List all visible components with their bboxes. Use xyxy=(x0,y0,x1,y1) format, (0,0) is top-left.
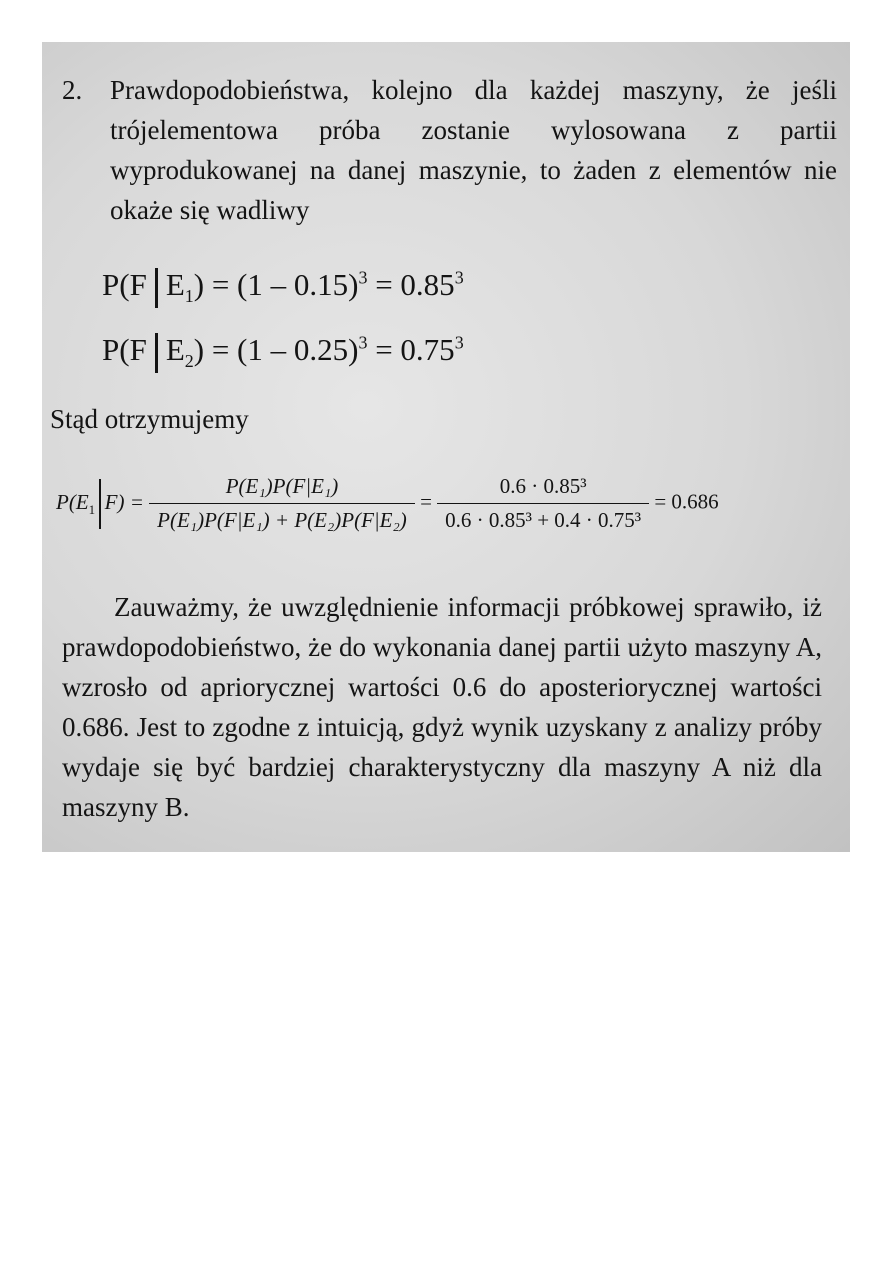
eq2-exp2: 3 xyxy=(454,332,464,353)
equation-2 xyxy=(102,332,464,373)
problem-number: 2. xyxy=(62,75,83,105)
bayes-numerator-symbolic: P(E₁)P(F|E₁) xyxy=(149,474,415,504)
eq1-event: E xyxy=(165,267,185,302)
eq1-sub: 1 xyxy=(184,286,194,307)
bayes-formula xyxy=(56,474,719,533)
eq1-exp1: 3 xyxy=(358,267,368,288)
hence-label: Stąd otrzymujemy xyxy=(50,404,249,434)
eq1-middle: ) = (1 – 0.15) xyxy=(193,267,359,302)
eq2-middle: ) = (1 – 0.25) xyxy=(193,332,359,367)
eq2-sub: 2 xyxy=(184,351,194,372)
eq2-lhs: P(F xyxy=(102,332,147,367)
bayes-denominator-numeric: 0.6 · 0.85³ + 0.4 · 0.75³ xyxy=(445,508,642,532)
bayes-equals: = xyxy=(420,489,432,514)
eq2-exp1: 3 xyxy=(358,332,368,353)
bayes-denominator-symbolic: P(E₁)P(F|E₁) + P(E₂)P(F|E₂) xyxy=(157,508,407,532)
eq1-rhs: = 0.85 xyxy=(367,267,455,302)
eq1-exp2: 3 xyxy=(454,267,464,288)
equation-1 xyxy=(102,267,464,308)
problem-heading xyxy=(62,70,837,230)
problem-text: Prawdopodobieństwa, kolejno dla każdej maszyny, że jeśli trójelementowa próba zostanie wylosowana z partii wyprodukowanej na danej maszynie, to żaden z elementów nie okaże się wadliwy xyxy=(110,75,837,225)
bayes-lhs: $P(E_1$ F) = xyxy=(56,479,144,529)
conclusion-text: Zauważmy, że uwzględnienie informacji próbkowej sprawiło, iż prawdopodobieństwo, że do wykonania danej partii użyto maszyny A, wzrosło od apriorycznej wartości 0.6 do aposteriorycznej wartości 0.686. Jest to zgodne z intuicją, gdyż wynik uzyskany z analizy próby wydaje się być bardziej charakterystyczny dla maszyny A niż dla maszyny B. xyxy=(62,592,822,822)
bayes-numerator-numeric: 0.6 · 0.85³ xyxy=(437,474,649,504)
bayes-fraction-numeric xyxy=(437,474,649,533)
eq2-event: E xyxy=(165,332,185,367)
bayes-result: = 0.686 xyxy=(654,489,719,514)
eq1-lhs: P(F xyxy=(102,267,147,302)
eq2-bar xyxy=(155,333,158,373)
eq2-rhs: = 0.75 xyxy=(367,332,455,367)
scanned-page-photo xyxy=(42,42,850,852)
conclusion-paragraph xyxy=(62,587,822,827)
bayes-fraction-symbolic xyxy=(149,474,415,533)
eq1-bar xyxy=(155,268,158,308)
